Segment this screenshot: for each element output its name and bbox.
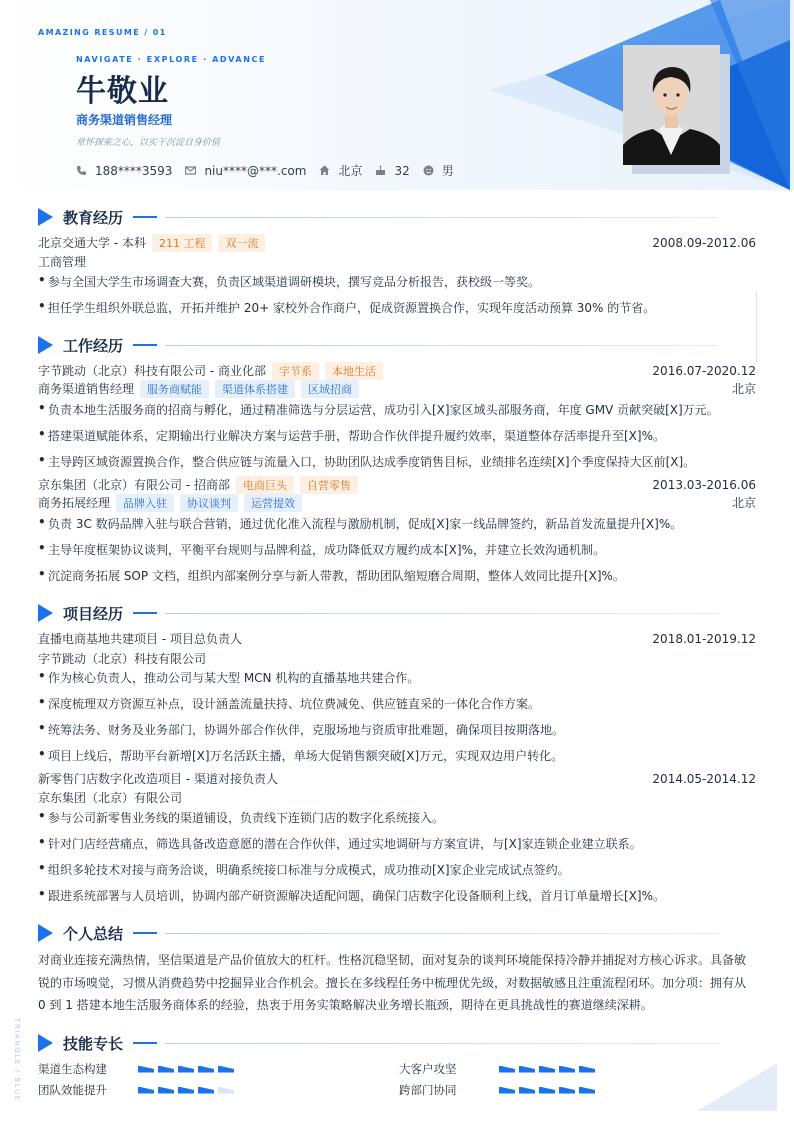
section-title-text: 工作经历 [63,336,124,355]
skill-tag: 区域招商 [301,380,359,398]
education-bullet: • 担任学生组织外联总监，开拓并维护 20+ 家校外合作商户，促成资源置换合作，实现年度活动预算 30% 的节省。 [38,299,656,315]
bullet-text: 参与全国大学生市场调查大赛，负责区域渠道调研模块，撰写竞品分析报告，获校级一等奖。 [48,275,541,289]
skill-rating [499,1087,599,1094]
section-dash [133,612,157,614]
section-rule [165,933,718,934]
work-bullet: • 主导年度框架协议谈判，平衡平台规则与品牌利益，成功降低双方履约成本[X]%，并建立长效沟通机制。 [38,541,605,557]
bullet-text: 针对门店经营痛点，筛选具备改造意愿的潜在合作伙伴，通过实地调研与方案宣讲，与[X]家连锁企业建立联系。 [48,837,642,851]
bullet-text: 沉淀商务拓展 SOP 文档，组织内部案例分享与新人带教，帮助团队缩短磨合周期，整体人效同比提升[X]%。 [48,569,625,583]
work-bullet: • 沉淀商务拓展 SOP 文档，组织内部案例分享与新人带教，帮助团队缩短磨合周期，整体人效同比提升[X]%。 [38,567,625,583]
skill-item [399,1082,599,1098]
project-bullet: • 统筹法务、财务及业务部门，协调外部合作伙伴，克服场地与资质审批难题，确保项目按期落地。 [38,721,565,737]
rating-flag-icon [499,1087,515,1094]
skill-label: 跨部门协同 [399,1083,457,1097]
email-value: niu****@***.com [204,163,307,178]
skill-tag: 运营提效 [244,494,302,512]
rating-flag-icon [579,1066,595,1073]
bullet-text: 深度梳理双方资源互补点，设计涵盖流量扶持、坑位费减免、供应链直采的一体化合作方案。 [48,697,541,711]
education-bullet: • 参与全国大学生市场调查大赛，负责区域渠道调研模块，撰写竞品分析报告，获校级一等奖。 [38,273,541,289]
nav-tagline: NAVIGATE · EXPLORE · ADVANCE [76,55,267,64]
rating-flag-icon [539,1087,555,1094]
bullet-text: 负责本地生活服务商的招商与孵化，通过精准筛选与分层运营，成功引入[X]家区域头部服务商，年度 GMV 贡献突破[X]万元。 [48,403,719,417]
rating-flag-icon [559,1087,575,1094]
resume-tag: AMAZING RESUME / 01 [38,28,167,37]
rating-flag-icon [519,1066,535,1073]
rating-flag-icon [218,1087,234,1094]
section-dash [133,216,157,218]
section-rule [165,217,718,218]
rating-flag-icon [178,1087,194,1094]
project-org: 字节跳动（北京）科技有限公司 [38,652,207,666]
profile-photo [623,45,720,165]
project-bullet: • 作为核心负责人，推动公司与某大型 MCN 机构的直播基地共建合作。 [38,669,420,685]
skill-label: 团队效能提升 [38,1083,107,1097]
job-title: 商务渠道销售经理 [38,382,135,396]
education-major: 工商管理 [38,255,87,269]
rating-flag-icon [138,1087,154,1094]
rating-flag-icon [519,1087,535,1094]
rating-flag-icon [559,1066,575,1073]
education-row [38,234,756,251]
phone-value: 188****3593 [95,163,173,178]
skill-label: 渠道生态构建 [38,1062,107,1076]
work-date: 2013.03-2016.06 [652,477,756,492]
section-projects-title [38,603,718,623]
project-bullet: • 跟进系统部署与人员培训，协调内部产研资源解决适配问题，确保门店数字化设备顺利上线，首月订单量增长[X]%。 [38,887,665,903]
section-title-text: 技能专长 [63,1034,124,1053]
project-row [38,630,756,647]
candidate-name: 牛敬业 [76,74,169,109]
skill-rating [138,1066,238,1073]
summary-text: 对商业连接充满热情，坚信渠道是产品价值放大的杠杆。性格沉稳坚韧，面对复杂的谈判环境能保持冷静并捕捉对方核心诉求。具备敏锐的市场嗅觉，习惯从消费趋势中挖掘异业合作机会。擅长在多线程任务中梳理优先级，对数据敏感且注重流程闭环。加分项：拥有从 0 到 1 搭建本地生活服务商体系的经验，热衷于用务实策略解决业务增长瓶颈，期待在更具挑战性的赛道继续深耕。 [38,953,747,1013]
rating-flag-icon [218,1066,234,1073]
divider-vertical [756,292,757,362]
project-bullet: • 深度梳理双方资源互补点，设计涵盖流量扶持、坑位费减免、供应链直采的一体化合作方案。 [38,695,541,711]
rating-flag-icon [158,1066,174,1073]
age-value: 32 [394,163,410,178]
project-bullet: • 针对门店经营痛点，筛选具备改造意愿的潜在合作伙伴，通过实地调研与方案宣讲，与[X]家连锁企业建立联系。 [38,835,642,851]
bullet-text: 担任学生组织外联总监，开拓并维护 20+ 家校外合作商户，促成资源置换合作，实现年度活动预算 30% 的节省。 [48,301,656,315]
company-name: 京东集团（北京）有限公司 - 招商部 [38,478,230,492]
work-city: 北京 [731,496,756,510]
rating-flag-icon [499,1066,515,1073]
rating-flag-icon [198,1066,214,1073]
company-name: 字节跳动（北京）科技有限公司 - 商业化部 [38,364,266,378]
skill-item [399,1061,599,1077]
city-value: 北京 [338,164,363,178]
project-name: 新零售门店数字化改造项目 - 渠道对接负责人 [38,772,278,786]
bullet-text: 负责 3C 数码品牌入驻与联合营销，通过优化准入流程与激励机制，促成[X]家一线品牌签约，新品首发流量提升[X]%。 [48,517,683,531]
header-banner [0,0,794,190]
rating-flag-icon [158,1087,174,1094]
triangle-bullet-icon [38,924,53,942]
home-icon [319,165,330,176]
gender-icon [423,165,434,176]
work-bullet: • 负责本地生活服务商的招商与孵化，通过精准筛选与分层运营，成功引入[X]家区域头部服务商，年度 GMV 贡献突破[X]万元。 [38,401,719,417]
contact-city [319,162,362,179]
bullet-text: 作为核心负责人，推动公司与某大型 MCN 机构的直播基地共建合作。 [48,671,420,685]
skill-tag: 协议谈判 [180,494,238,512]
skill-rating [499,1066,599,1073]
company-tag: 自营零售 [300,476,358,494]
project-bullet: • 组织多轮技术对接与商务洽谈，明确系统接口标准与分成模式，成功推动[X]家企业完成试点签约。 [38,861,570,877]
work-bullet: • 搭建渠道赋能体系，定期输出行业解决方案与运营手册，帮助合作伙伴提升履约效率，渠道整体存活率提升至[X]%。 [38,427,665,443]
section-title-text: 项目经历 [63,604,124,623]
work-city: 北京 [731,382,756,396]
school-name: 北京交通大学 - 本科 [38,236,146,250]
gender-value: 男 [441,164,454,178]
decor-corner-triangle [697,1063,777,1111]
section-dash [133,932,157,934]
work-title-row [38,494,756,511]
bullet-text: 参与公司新零售业务线的渠道铺设，负责线下连锁门店的数字化系统接入。 [48,811,445,825]
contact-list [76,162,467,179]
rating-flag-icon [579,1087,595,1094]
project-date: 2014.05-2014.12 [652,771,756,786]
education-date: 2008.09-2012.06 [652,235,756,250]
company-tag: 字节系 [272,362,319,380]
bullet-text: 主导年度框架协议谈判，平衡平台规则与品牌利益，成功降低双方履约成本[X]%，并建立长效沟通机制。 [48,543,605,557]
company-tag: 电商巨头 [236,476,294,494]
side-decoration-text: TRIANGLE / BLUE [13,1018,21,1102]
section-skills-title [38,1033,718,1053]
rating-flag-icon [539,1066,555,1073]
skill-tag: 渠道体系搭建 [215,380,295,398]
contact-email [185,162,306,179]
job-title: 商务拓展经理 [38,496,111,510]
bullet-text: 跟进系统部署与人员培训，协调内部产研资源解决适配问题，确保门店数字化设备顺利上线，首月订单量增长[X]%。 [48,889,665,903]
section-work-title [38,335,718,355]
work-company-row [38,362,756,379]
work-bullet: • 主导跨区域资源置换合作，整合供应链与流量入口，协助团队达成季度销售目标，业绩排名连续[X]个季度保持大区前[X]。 [38,453,696,469]
contact-gender [423,162,454,179]
skill-rating [138,1087,238,1094]
skill-label: 大客户攻坚 [399,1062,457,1076]
work-title-row [38,380,756,397]
bullet-text: 搭建渠道赋能体系，定期输出行业解决方案与运营手册，帮助合作伙伴提升履约效率，渠道整体存活率提升至[X]%。 [48,429,665,443]
section-summary-title [38,923,718,943]
section-education-title [38,207,718,227]
bullet-text: 主导跨区域资源置换合作，整合供应链与流量入口，协助团队达成季度销售目标，业绩排名连续[X]个季度保持大区前[X]。 [48,455,696,469]
rating-flag-icon [138,1066,154,1073]
triangle-bullet-icon [38,1034,53,1052]
triangle-bullet-icon [38,208,53,226]
project-name: 直播电商基地共建项目 - 项目总负责人 [38,632,242,646]
skill-item [38,1082,238,1098]
skill-item [38,1061,238,1077]
skill-tag: 服务商赋能 [140,380,209,398]
project-date: 2018.01-2019.12 [652,631,756,646]
work-company-row [38,476,756,493]
section-title-text: 个人总结 [63,924,124,943]
section-rule [165,1043,718,1044]
section-dash [133,344,157,346]
bullet-text: 统筹法务、财务及业务部门，协调外部合作伙伴，克服场地与资质审批难题，确保项目按期落地。 [48,723,565,737]
mail-icon [185,165,196,176]
triangle-bullet-icon [38,604,53,622]
project-row [38,770,756,787]
candidate-role: 商务渠道销售经理 [76,113,173,127]
rating-flag-icon [178,1066,194,1073]
phone-icon [76,165,87,176]
section-rule [165,613,718,614]
education-tag: 双一流 [218,234,265,252]
cake-icon [375,165,386,176]
section-dash [133,1042,157,1044]
rating-flag-icon [198,1087,214,1094]
bullet-text: 项目上线后，帮助平台新增[X]万名活跃主播，单场大促销售额突破[X]万元，实现双边用户转化。 [48,749,564,763]
work-date: 2016.07-2020.12 [652,363,756,378]
project-org: 京东集团（北京）有限公司 [38,791,183,805]
skill-tag: 品牌入驻 [116,494,174,512]
section-title-text: 教育经历 [63,208,124,227]
contact-age [375,162,409,179]
work-bullet: • 负责 3C 数码品牌入驻与联合营销，通过优化准入流程与激励机制，促成[X]家一线品牌签约，新品首发流量提升[X]%。 [38,515,683,531]
triangle-bullet-icon [38,336,53,354]
candidate-motto: 常怀探索之心，以实干沉淀自身价值 [76,138,221,148]
company-tag: 本地生活 [325,362,383,380]
project-bullet: • 项目上线后，帮助平台新增[X]万名活跃主播，单场大促销售额突破[X]万元，实现双边用户转化。 [38,747,564,763]
education-tag: 211 工程 [152,234,213,252]
bullet-text: 组织多轮技术对接与商务洽谈，明确系统接口标准与分成模式，成功推动[X]家企业完成试点签约。 [48,863,570,877]
contact-phone [76,162,172,179]
project-bullet: • 参与公司新零售业务线的渠道铺设，负责线下连锁门店的数字化系统接入。 [38,809,445,825]
section-rule [165,345,718,346]
